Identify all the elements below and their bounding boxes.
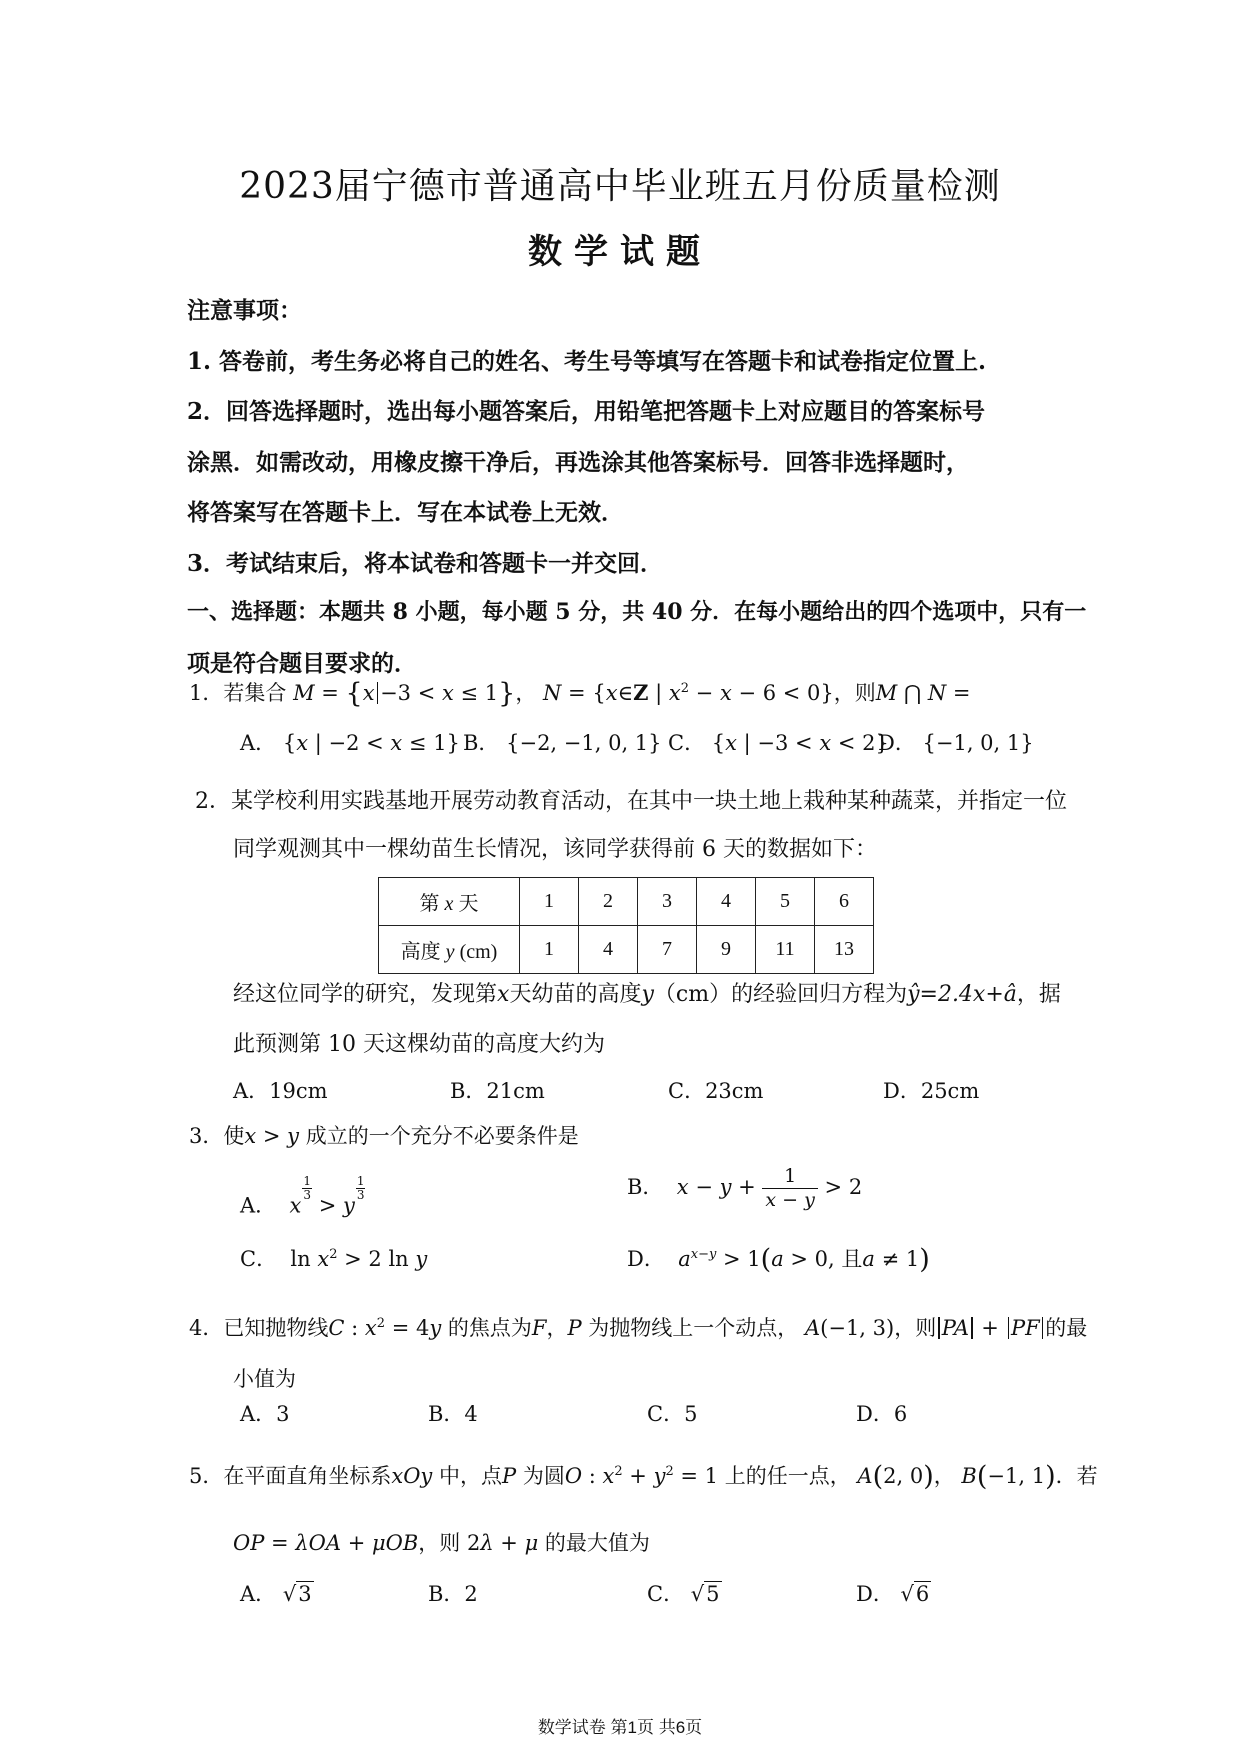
q3-option-c[interactable]: C． $\ln x^2 > 2$ ln y: [240, 1247, 428, 1271]
stem-text: 的最大值为: [544, 1531, 650, 1555]
question-4-line-2: 小值为: [233, 1367, 296, 1391]
stem-text: 为抛物线上一个动点，: [588, 1316, 799, 1340]
question-number: 3．: [189, 1124, 224, 1148]
page-footer: 数学试卷 第1页 共6页: [537, 1718, 703, 1737]
header-text: (cm): [459, 941, 498, 963]
option-label: C．: [240, 1247, 278, 1271]
q5-option-b[interactable]: B．2: [428, 1582, 478, 1606]
table-cell: 6: [815, 878, 874, 926]
option-label: D．: [856, 1582, 894, 1606]
question-number: 4．: [189, 1316, 224, 1340]
header-text: 第: [419, 893, 440, 915]
table-row: [379, 878, 874, 926]
option-label: C．: [668, 731, 706, 755]
option-label: D．: [627, 1247, 665, 1271]
stem-text: 为圆: [522, 1464, 565, 1488]
page-subtitle: 数学试题: [528, 232, 712, 272]
header-text: 高度: [400, 941, 441, 963]
table-header-height: [379, 926, 520, 974]
q3-option-d[interactable]: D． $a^{x-y} > 1(a > 0$, 且a ≠ 1): [627, 1244, 930, 1275]
stem-text: 使: [223, 1124, 245, 1148]
q4-option-a[interactable]: A．3: [240, 1402, 290, 1426]
table-cell: 9: [697, 926, 756, 974]
question-number: 5．: [189, 1464, 224, 1488]
question-number: 2．: [195, 789, 231, 814]
stem-text: 的最: [1045, 1316, 1088, 1340]
q5-option-d[interactable]: D． √6: [856, 1582, 930, 1606]
section-1-intro-line-2: 项是符合题目要求的．: [187, 650, 417, 677]
table-cell: 5: [756, 878, 815, 926]
table-cell: 4: [579, 926, 638, 974]
header-text: 天: [458, 893, 479, 915]
table-cell: 2: [579, 878, 638, 926]
stem-text: ，据: [1016, 982, 1061, 1007]
q2-option-d[interactable]: D．25cm: [883, 1079, 980, 1103]
stem-text: （cm）的经验回归方程为: [653, 982, 908, 1007]
stem-text: 在平面直角坐标系: [223, 1464, 392, 1488]
table-cell: 1: [520, 926, 579, 974]
question-3-stem: 3．使x > y 成立的一个充分不必要条件是: [189, 1124, 579, 1148]
stem-text: 天幼苗的高度: [509, 982, 642, 1007]
stem-text: 则: [854, 681, 876, 705]
notice-item-2-line-2: 涂黑．如需改动，用橡皮擦干净后，再选涂其他答案标号．回答非选择题时，: [187, 449, 969, 476]
table-row: [379, 926, 874, 974]
stem-text: 的焦点为: [447, 1316, 532, 1340]
question-2-line-1: [195, 784, 1067, 815]
notice-item-1: 1. 答卷前，考生务必将自己的姓名、考生号等填写在答题卡和试卷指定位置上.: [187, 348, 987, 375]
notice-item-2-line-1: 2．回答选择题时，选出每小题答案后，用铅笔把答题卡上对应题目的答案标号: [187, 398, 986, 425]
question-2-line-3: 经这位同学的研究，发现第x天幼苗的高度y（cm）的经验回归方程为ŷ=2.4x+â，据: [233, 982, 1061, 1007]
q3-option-b[interactable]: B． x − y + $\frac{1}{x - y}$ > 2: [627, 1165, 863, 1211]
stem-text: 已知抛物线: [223, 1316, 329, 1340]
stem-text: 成立的一个充分不必要条件是: [305, 1124, 579, 1148]
header-var: y: [445, 941, 455, 963]
table-cell: 7: [638, 926, 697, 974]
section-1-intro-line-1: 一、选择题：本题共 8 小题，每小题 5 分，共 40 分．在每小题给出的四个选项中，只有一: [187, 599, 1087, 625]
regression-equation: ŷ=2.4x+â: [907, 982, 1017, 1007]
option-label: A．: [240, 1193, 277, 1218]
notice-item-3: 3．考试结束后，将本试卷和答题卡一并交回．: [187, 550, 664, 577]
q1-option-a[interactable]: A． {x | −2 < x ≤ 1}: [240, 731, 460, 755]
stem-text: ．若: [1055, 1464, 1098, 1488]
question-2-line-4: 此预测第 10 天这棵幼苗的高度大约为: [233, 1032, 605, 1057]
question-5-line-2: OP = λOA + μOB，则 2λ + μ 的最大值为: [233, 1531, 650, 1555]
question-number: 1．: [189, 681, 224, 705]
table-cell: 4: [697, 878, 756, 926]
question-1-stem: 1．若集合 M = {x −3 < x ≤ 1}， N = {x∈Z | $x^2 - x - 6 < 0$}，则M ⋂ N =: [189, 678, 971, 709]
page-title: 2023届宁德市普通高中毕业班五月份质量检测: [239, 166, 1001, 207]
stem-text: ，则: [894, 1316, 937, 1340]
stem-text: 上的任一点，: [724, 1464, 851, 1488]
growth-data-table: [378, 877, 874, 974]
header-var: x: [444, 893, 454, 915]
question-5-stem: 5．在平面直角坐标系xOy 中，点P 为圆O : $x^2 + y^2 = 1$ 上的任一点， A(2, 0)， B(−1, 1)．若: [189, 1461, 1098, 1492]
q1-option-d[interactable]: D． {−1, 0, 1}: [878, 731, 1034, 755]
table-cell: 11: [756, 926, 815, 974]
option-label: B．: [463, 731, 500, 755]
table-cell: 3: [638, 878, 697, 926]
question-4-stem: 4．已知抛物线C : $x^2 = 4y$ 的焦点为F，P 为抛物线上一个动点， A(−1, 3)，则 PA + PF 的最: [189, 1316, 1088, 1340]
stem-text: 中，点: [439, 1464, 502, 1488]
stem-text: 经这位同学的研究，发现第: [233, 982, 498, 1007]
question-2-line-2: 同学观测其中一棵幼苗生长情况，该同学获得前 6 天的数据如下：: [233, 837, 877, 862]
q5-option-c[interactable]: C． √5: [647, 1582, 720, 1606]
option-label: A．: [240, 1582, 277, 1606]
table-cell: 13: [815, 926, 874, 974]
q4-option-c[interactable]: C．5: [647, 1402, 698, 1426]
option-label: C．: [647, 1582, 685, 1606]
notice-item-2-line-3: 将答案写在答题卡上．写在本试卷上无效．: [187, 499, 624, 526]
option-label: A．: [240, 731, 277, 755]
stem-text: 某学校利用实践基地开展劳动教育活动，在其中一块土地上栽种某种蔬菜，并指定一位: [231, 789, 1068, 814]
q4-option-b[interactable]: B．4: [428, 1402, 478, 1426]
q1-option-b[interactable]: B． {−2, −1, 0, 1}: [463, 731, 662, 755]
table-cell: 1: [520, 878, 579, 926]
q2-option-b[interactable]: B．21cm: [450, 1079, 545, 1103]
stem-text: 若集合: [223, 681, 287, 705]
q2-option-c[interactable]: C．23cm: [668, 1079, 764, 1103]
notice-heading: 注意事项：: [187, 297, 302, 324]
option-label: B．: [627, 1174, 664, 1199]
table-header-day: [379, 878, 520, 926]
q2-option-a[interactable]: A．19cm: [233, 1079, 328, 1103]
q4-option-d[interactable]: D．6: [856, 1402, 908, 1426]
q5-option-a[interactable]: A． √3: [240, 1582, 312, 1606]
stem-text: ，则: [418, 1531, 461, 1555]
q1-option-c[interactable]: C． {x | −3 < x < 2}: [668, 731, 889, 755]
q3-option-a[interactable]: A． x $\frac{1}{3}$ > y $\frac{1}{3}$: [240, 1174, 365, 1218]
option-label: D．: [878, 731, 916, 755]
